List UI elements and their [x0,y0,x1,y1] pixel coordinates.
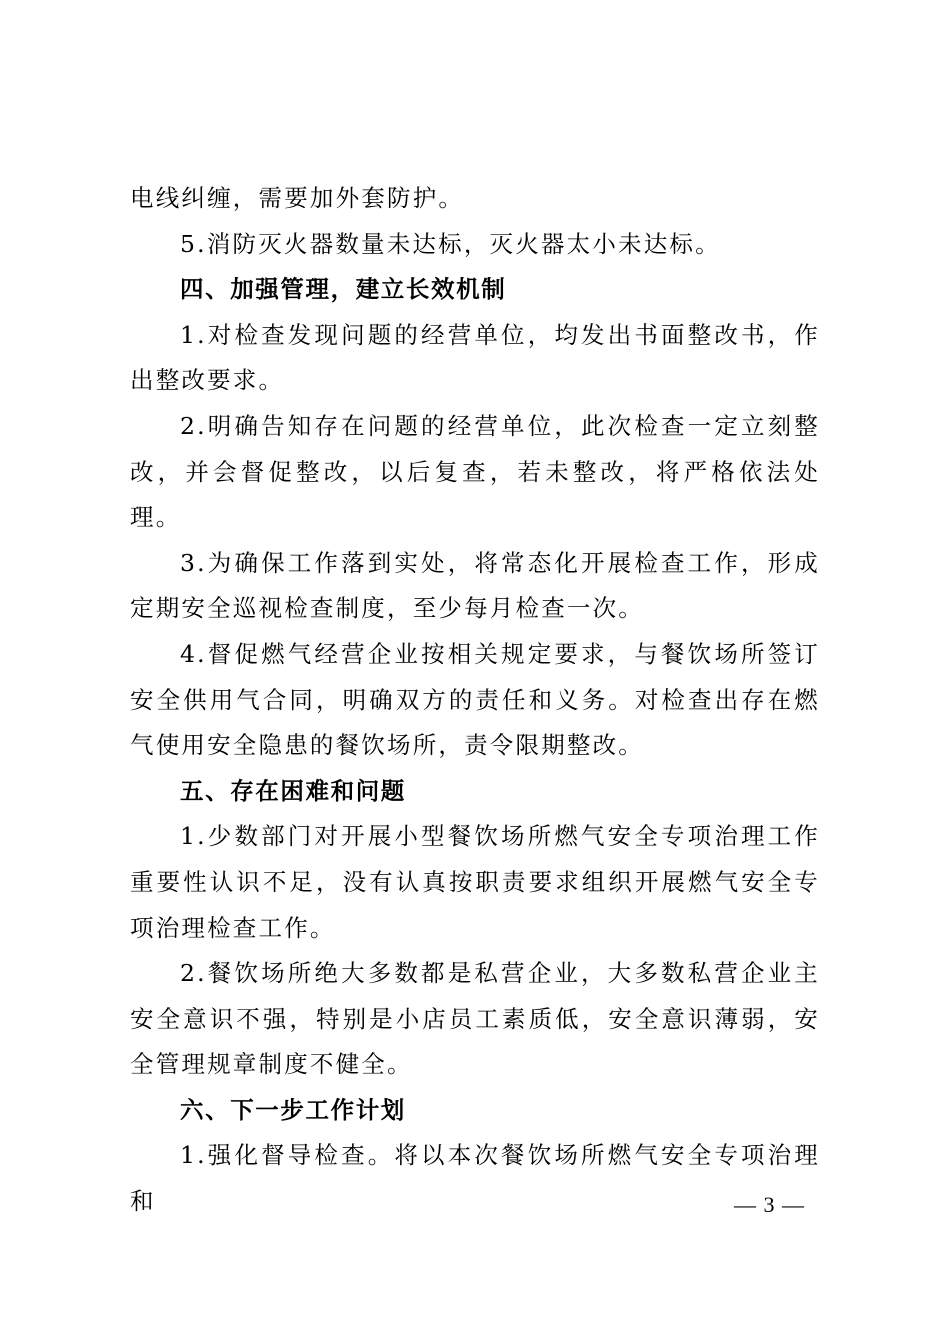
document-body [130,176,820,1225]
list-item-1-insufficient-awareness: 1.少数部门对开展小型餐饮场所燃气安全专项治理工作重要性认识不足，没有认真按职责要求组织开展燃气安全专项治理检查工作。 [130,822,820,942]
list-item-4-gas-contract: 4.督促燃气经营企业按相关规定要求，与餐饮场所签订安全供用气合同，明确双方的责任和义务。对检查出存在燃气使用安全隐患的餐饮场所，责令限期整改。 [130,639,820,760]
list-item-1-rectification-notice: 1.对检查发现问题的经营单位，均发出书面整改书，作出整改要求。 [130,320,820,395]
page-number: — 3 — [734,1192,805,1217]
paragraph-continuation: 电线纠缠，需要加外套防护。 [130,184,465,212]
list-item-2-private-enterprises: 2.餐饮场所绝大多数都是私营企业，大多数私营企业主安全意识不强，特别是小店员工素质低，安全意识薄弱，安全管理规章制度不健全。 [130,959,820,1079]
list-item-5-fire-extinguishers: 5.消防灭火器数量未达标，灭火器太小未达标。 [180,229,721,258]
section-heading-5: 五、存在困难和问题 [180,776,406,805]
list-item-3-regular-inspection: 3.为确保工作落到实处，将常态化开展检查工作，形成定期安全巡视检查制度，至少每月检查一次。 [130,548,820,623]
section-heading-4: 四、加强管理，建立长效机制 [180,275,507,304]
section-heading-6: 六、下一步工作计划 [180,1095,406,1124]
list-item-2-inform-rectify: 2.明确告知存在问题的经营单位，此次检查一定立刻整改，并会督促整改，以后复查，若未整改，将严格依法处理。 [130,411,820,532]
list-item-1-strengthen-supervision: 1.强化督导检查。将以本次餐饮场所燃气安全专项治理和 [130,1141,820,1216]
